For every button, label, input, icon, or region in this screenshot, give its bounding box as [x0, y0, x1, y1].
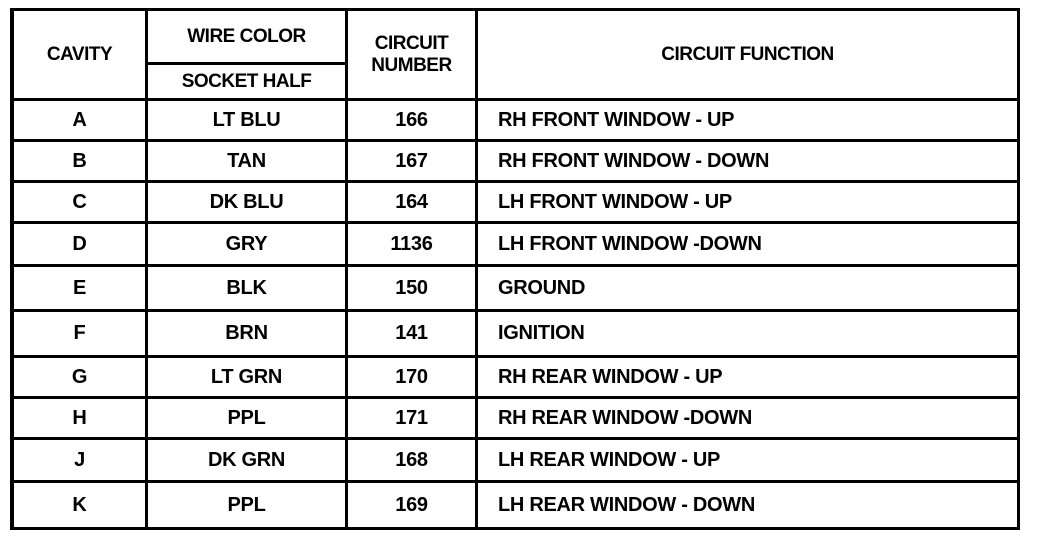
table-cell-circuit-function: LH FRONT WINDOW - UP — [498, 190, 732, 213]
table-cell-wire-color: LT GRN — [210, 365, 283, 388]
table-cell-circuit-function: RH REAR WINDOW - UP — [498, 365, 723, 388]
table-cell-circuit-function: LH REAR WINDOW - DOWN — [498, 493, 755, 516]
table-cell-cavity: B — [72, 149, 87, 172]
table-cell-circuit-function: RH FRONT WINDOW - DOWN — [498, 149, 770, 172]
table-cell-cavity: G — [71, 365, 88, 388]
table-cell-circuit-number: 170 — [395, 365, 428, 388]
header-wire-color: WIRE COLOR — [187, 26, 306, 47]
table-cell-wire-color: PPL — [227, 493, 266, 516]
table-cell-cavity: F — [73, 322, 86, 344]
header-socket-half: SOCKET HALF — [181, 71, 312, 92]
table-cell-circuit-number: 167 — [395, 149, 428, 172]
table-cell-cavity: C — [72, 190, 87, 213]
table-cell-circuit-function: IGNITION — [498, 322, 585, 344]
table-cell-wire-color: DK BLU — [209, 190, 284, 213]
header-circuit-number — [348, 11, 475, 99]
table-cell-wire-color: BRN — [225, 322, 268, 344]
table-cell-circuit-number: 169 — [395, 493, 428, 516]
table-cell-wire-color: DK GRN — [207, 448, 286, 471]
table-cell-circuit-number: 171 — [395, 406, 428, 429]
header-circuit-function: CIRCUIT FUNCTION — [661, 44, 834, 65]
table-cell-circuit-function: LH FRONT WINDOW -DOWN — [498, 232, 762, 255]
header-circuit-number-line1: CIRCUIT — [374, 33, 449, 54]
connector-pinout-table — [10, 8, 1020, 530]
table-cell-cavity: E — [72, 276, 87, 299]
table-cell-cavity: K — [72, 493, 87, 516]
table-cell-wire-color: GRY — [225, 232, 268, 255]
table-cell-circuit-number: 1136 — [390, 232, 433, 255]
table-cell-wire-color: TAN — [227, 149, 266, 172]
table-cell-cavity: D — [72, 232, 87, 255]
table-cell-circuit-number: 150 — [395, 276, 428, 299]
header-cavity: CAVITY — [46, 44, 113, 65]
table-cell-circuit-function: RH FRONT WINDOW - UP — [498, 108, 735, 131]
table-cell-circuit-function: LH REAR WINDOW - UP — [498, 448, 721, 471]
table-cell-wire-color: PPL — [227, 406, 266, 429]
table-cell-circuit-number: 168 — [395, 448, 428, 471]
table-cell-cavity: J — [74, 448, 85, 471]
header-circuit-number-line2: NUMBER — [371, 55, 452, 76]
table-cell-circuit-number: 166 — [395, 108, 428, 131]
table-cell-cavity: H — [72, 406, 87, 429]
table-cell-circuit-number: 141 — [395, 322, 428, 344]
table-cell-circuit-function: RH REAR WINDOW -DOWN — [498, 406, 752, 429]
table-cell-wire-color: BLK — [226, 276, 267, 299]
table-cell-circuit-function: GROUND — [498, 276, 586, 299]
table-cell-circuit-number: 164 — [395, 190, 428, 213]
table-cell-wire-color: LT BLU — [212, 108, 281, 131]
table-cell-cavity: A — [72, 108, 87, 131]
